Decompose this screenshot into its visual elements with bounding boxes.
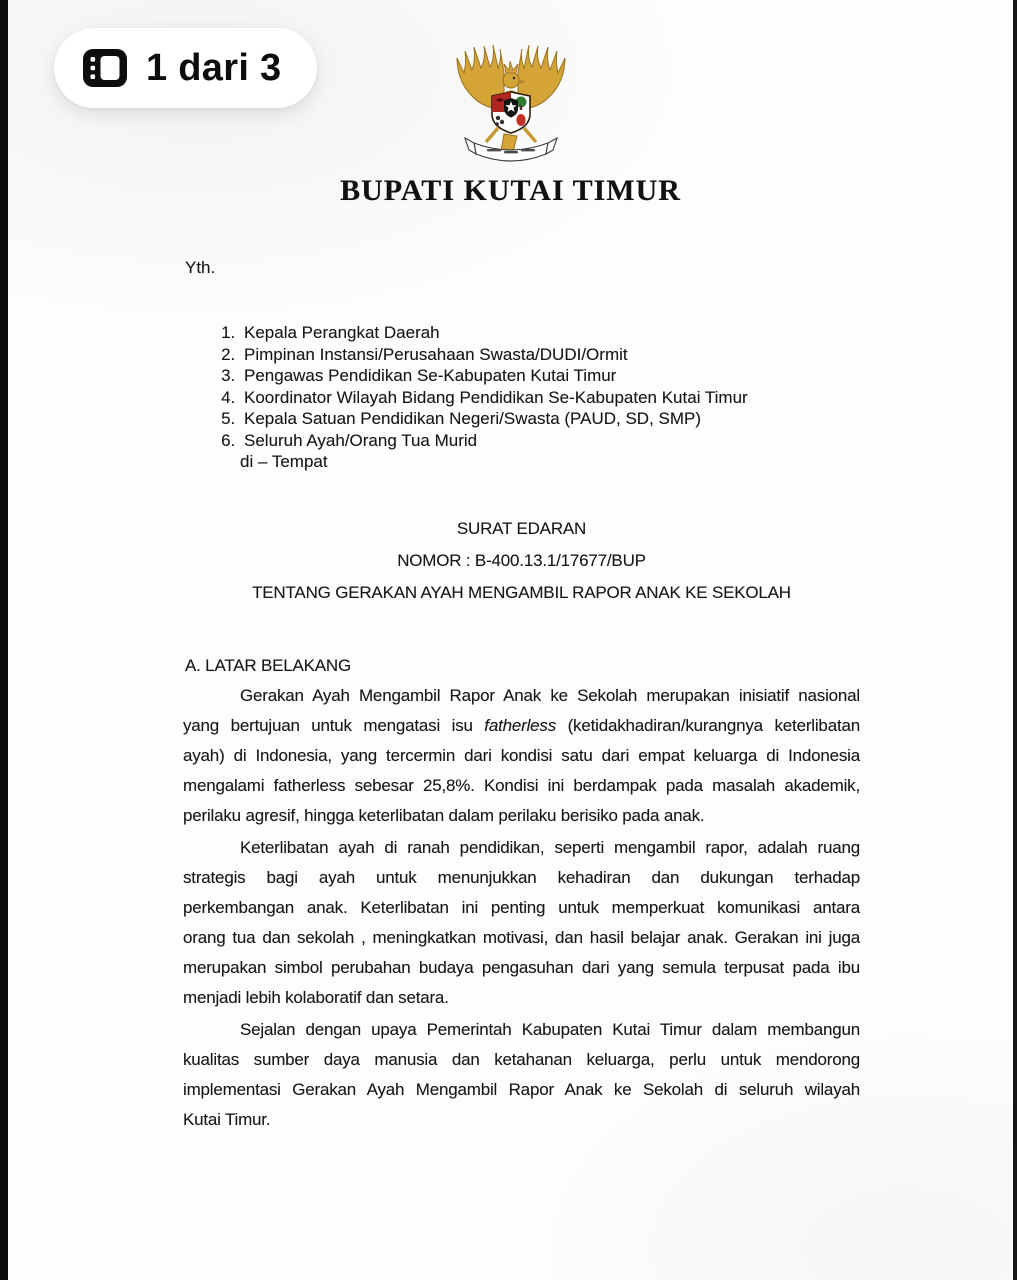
paragraph-2	[183, 833, 860, 1013]
recipient-item: 1. Kepala Perangkat Daerah	[240, 322, 860, 344]
recipient-item: 2. Pimpinan Instansi/Perusahaan Swasta/DUDI/Ormit	[240, 344, 860, 366]
subject-number: NOMOR : B-400.13.1/17677/BUP	[397, 550, 646, 570]
letterhead-title: BUPATI KUTAI TIMUR	[340, 174, 681, 207]
text-line: menjadi lebih kolaboratif dan setara.	[183, 987, 449, 1007]
text-segment: yang bertujuan untuk mengatasi isu	[183, 715, 473, 735]
head	[503, 72, 519, 88]
text-line: merupakan simbol perubahan budaya pengasuhan dari yang semula terpusat pada ibu	[183, 957, 860, 977]
scan-edge-left	[0, 0, 8, 1280]
text-line: Keterlibatan ayah di ranah pendidikan, seperti mengambil rapor, adalah ruang	[240, 837, 860, 857]
subject-block	[183, 513, 860, 609]
text-line: kualitas sumber daya manusia dan ketahanan keluarga, perlu untuk mendorong	[183, 1049, 860, 1069]
page-indicator-label: 1 dari 3	[146, 46, 282, 89]
text-segment: (ketidakhadiran/kurangnya keterlibatan	[567, 715, 860, 735]
eye	[512, 77, 515, 80]
text-line: Kutai Timur.	[183, 1109, 271, 1129]
italic-term-fatherless: fatherless	[472, 715, 568, 735]
recipient-item: 5. Kepala Satuan Pendidikan Negeri/Swasta (PAUD, SD, SMP)	[240, 408, 860, 430]
text-line: ayah) di Indonesia, yang tercermin dari kondisi satu dari empat keluarga di Indonesia	[183, 745, 860, 765]
text-line: strategis bagi ayah untuk menunjukkan kehadiran dan dukungan terhadap	[183, 867, 860, 887]
recipient-item: 6. Seluruh Ayah/Orang Tua Murid	[240, 430, 860, 452]
section-a-heading: A. LATAR BELAKANG	[185, 655, 352, 675]
text-line: implementasi Gerakan Ayah Mengambil Rapor Anak ke Sekolah di seluruh wilayah	[183, 1079, 860, 1099]
recipient-item: 4. Koordinator Wilayah Bidang Pendidikan Se-Kabupaten Kutai Timur	[240, 387, 860, 409]
crest	[504, 61, 518, 73]
text-line: mengalami fatherless sebesar 25,8%. Kondisi ini berdampak pada masalah akademik,	[183, 775, 860, 795]
letter-body	[183, 258, 860, 1135]
scanned-letter-page	[8, 0, 1013, 1280]
page-thumbnails-icon	[82, 48, 128, 88]
paragraph-1	[183, 681, 860, 831]
page-indicator-pill[interactable]	[54, 28, 317, 108]
recipient-item: 3. Pengawas Pendidikan Se-Kabupaten Kutai Timur	[240, 365, 860, 387]
scan-edge-right	[1013, 0, 1017, 1280]
text-line: perkembangan anak. Keterlibatan ini penting untuk memperkuat komunikasi antara	[183, 897, 860, 917]
text-line	[183, 711, 860, 741]
garuda-pancasila-emblem	[440, 42, 582, 175]
paragraph-3	[183, 1015, 860, 1135]
salutation: Yth.	[185, 258, 216, 277]
recipient-list	[183, 322, 860, 451]
recipient-location: di – Tempat	[240, 452, 328, 471]
text-line: orang tua dan sekolah , meningkatkan motivasi, dan hasil belajar anak. Gerakan ini juga	[183, 927, 860, 947]
text-line: perilaku agresif, hingga keterlibatan dalam perilaku berisiko pada anak.	[183, 805, 705, 825]
text-line: Gerakan Ayah Mengambil Rapor Anak ke Sekolah merupakan inisiatif nasional	[240, 685, 860, 705]
subject-about: TENTANG GERAKAN AYAH MENGAMBIL RAPOR ANAK KE SEKOLAH	[252, 582, 791, 602]
text-line: Sejalan dengan upaya Pemerintah Kabupaten Kutai Timur dalam membangun	[240, 1019, 860, 1039]
subject-title: SURAT EDARAN	[456, 518, 587, 538]
quadrant-padi-kapas	[516, 114, 525, 126]
